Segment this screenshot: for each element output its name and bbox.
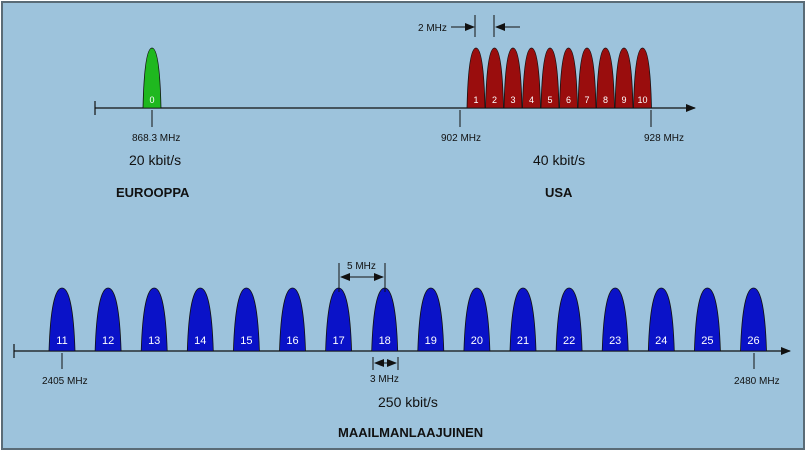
usa-channel-number: 1	[473, 95, 479, 105]
world-region-label: MAAILMANLAAJUINEN	[338, 425, 484, 440]
europe-data-rate: 20 kbit/s	[129, 152, 182, 168]
usa-channel-number: 5	[547, 95, 553, 105]
usa-end-frequency-label: 928 MHz	[644, 133, 685, 144]
world-channel-number: 14	[194, 335, 207, 347]
world-channel-number: 23	[609, 335, 622, 347]
usa-channel-number: 6	[565, 95, 572, 105]
world-channel-number: 25	[701, 335, 714, 347]
world-channel-number: 22	[562, 335, 576, 347]
usa-channel-number: 7	[584, 95, 590, 105]
world-channel-number: 11	[56, 335, 68, 347]
world-channel-number: 21	[516, 335, 530, 347]
world-channel-number: 13	[148, 335, 161, 347]
usa-spacing-label: 2 MHz	[418, 23, 447, 34]
diagram-background	[2, 2, 804, 449]
usa-channel-number: 3	[510, 95, 516, 105]
eu-channel-number: 0	[149, 95, 155, 105]
world-channel-number: 20	[470, 335, 484, 347]
world-channel-number: 12	[101, 335, 115, 347]
world-channel-number: 26	[747, 335, 760, 347]
usa-channel-number: 10	[637, 95, 648, 105]
world-channel-number: 19	[424, 335, 437, 347]
world-channel-number: 17	[332, 335, 345, 347]
world-end-frequency-label: 2480 MHz	[734, 376, 780, 387]
usa-region-label: USA	[545, 185, 573, 200]
world-channel-number: 15	[240, 335, 253, 347]
europe-region-label: EUROOPPA	[116, 185, 190, 200]
usa-start-frequency-label: 902 MHz	[441, 133, 482, 144]
usa-channel-number: 2	[491, 95, 498, 105]
europe-frequency-label: 868.3 MHz	[132, 133, 181, 144]
world-data-rate: 250 kbit/s	[378, 394, 438, 410]
world-start-frequency-label: 2405 MHz	[42, 376, 88, 387]
world-spacing-label: 5 MHz	[347, 261, 376, 272]
world-channel-number: 18	[378, 335, 391, 347]
usa-data-rate: 40 kbit/s	[533, 152, 586, 168]
usa-channel-number: 9	[621, 95, 627, 105]
usa-channel-number: 8	[602, 95, 609, 105]
usa-channel-number: 4	[528, 95, 535, 105]
world-channel-number: 24	[655, 335, 668, 347]
world-channel-number: 16	[286, 335, 299, 347]
world-bandwidth-label: 3 MHz	[370, 374, 399, 385]
